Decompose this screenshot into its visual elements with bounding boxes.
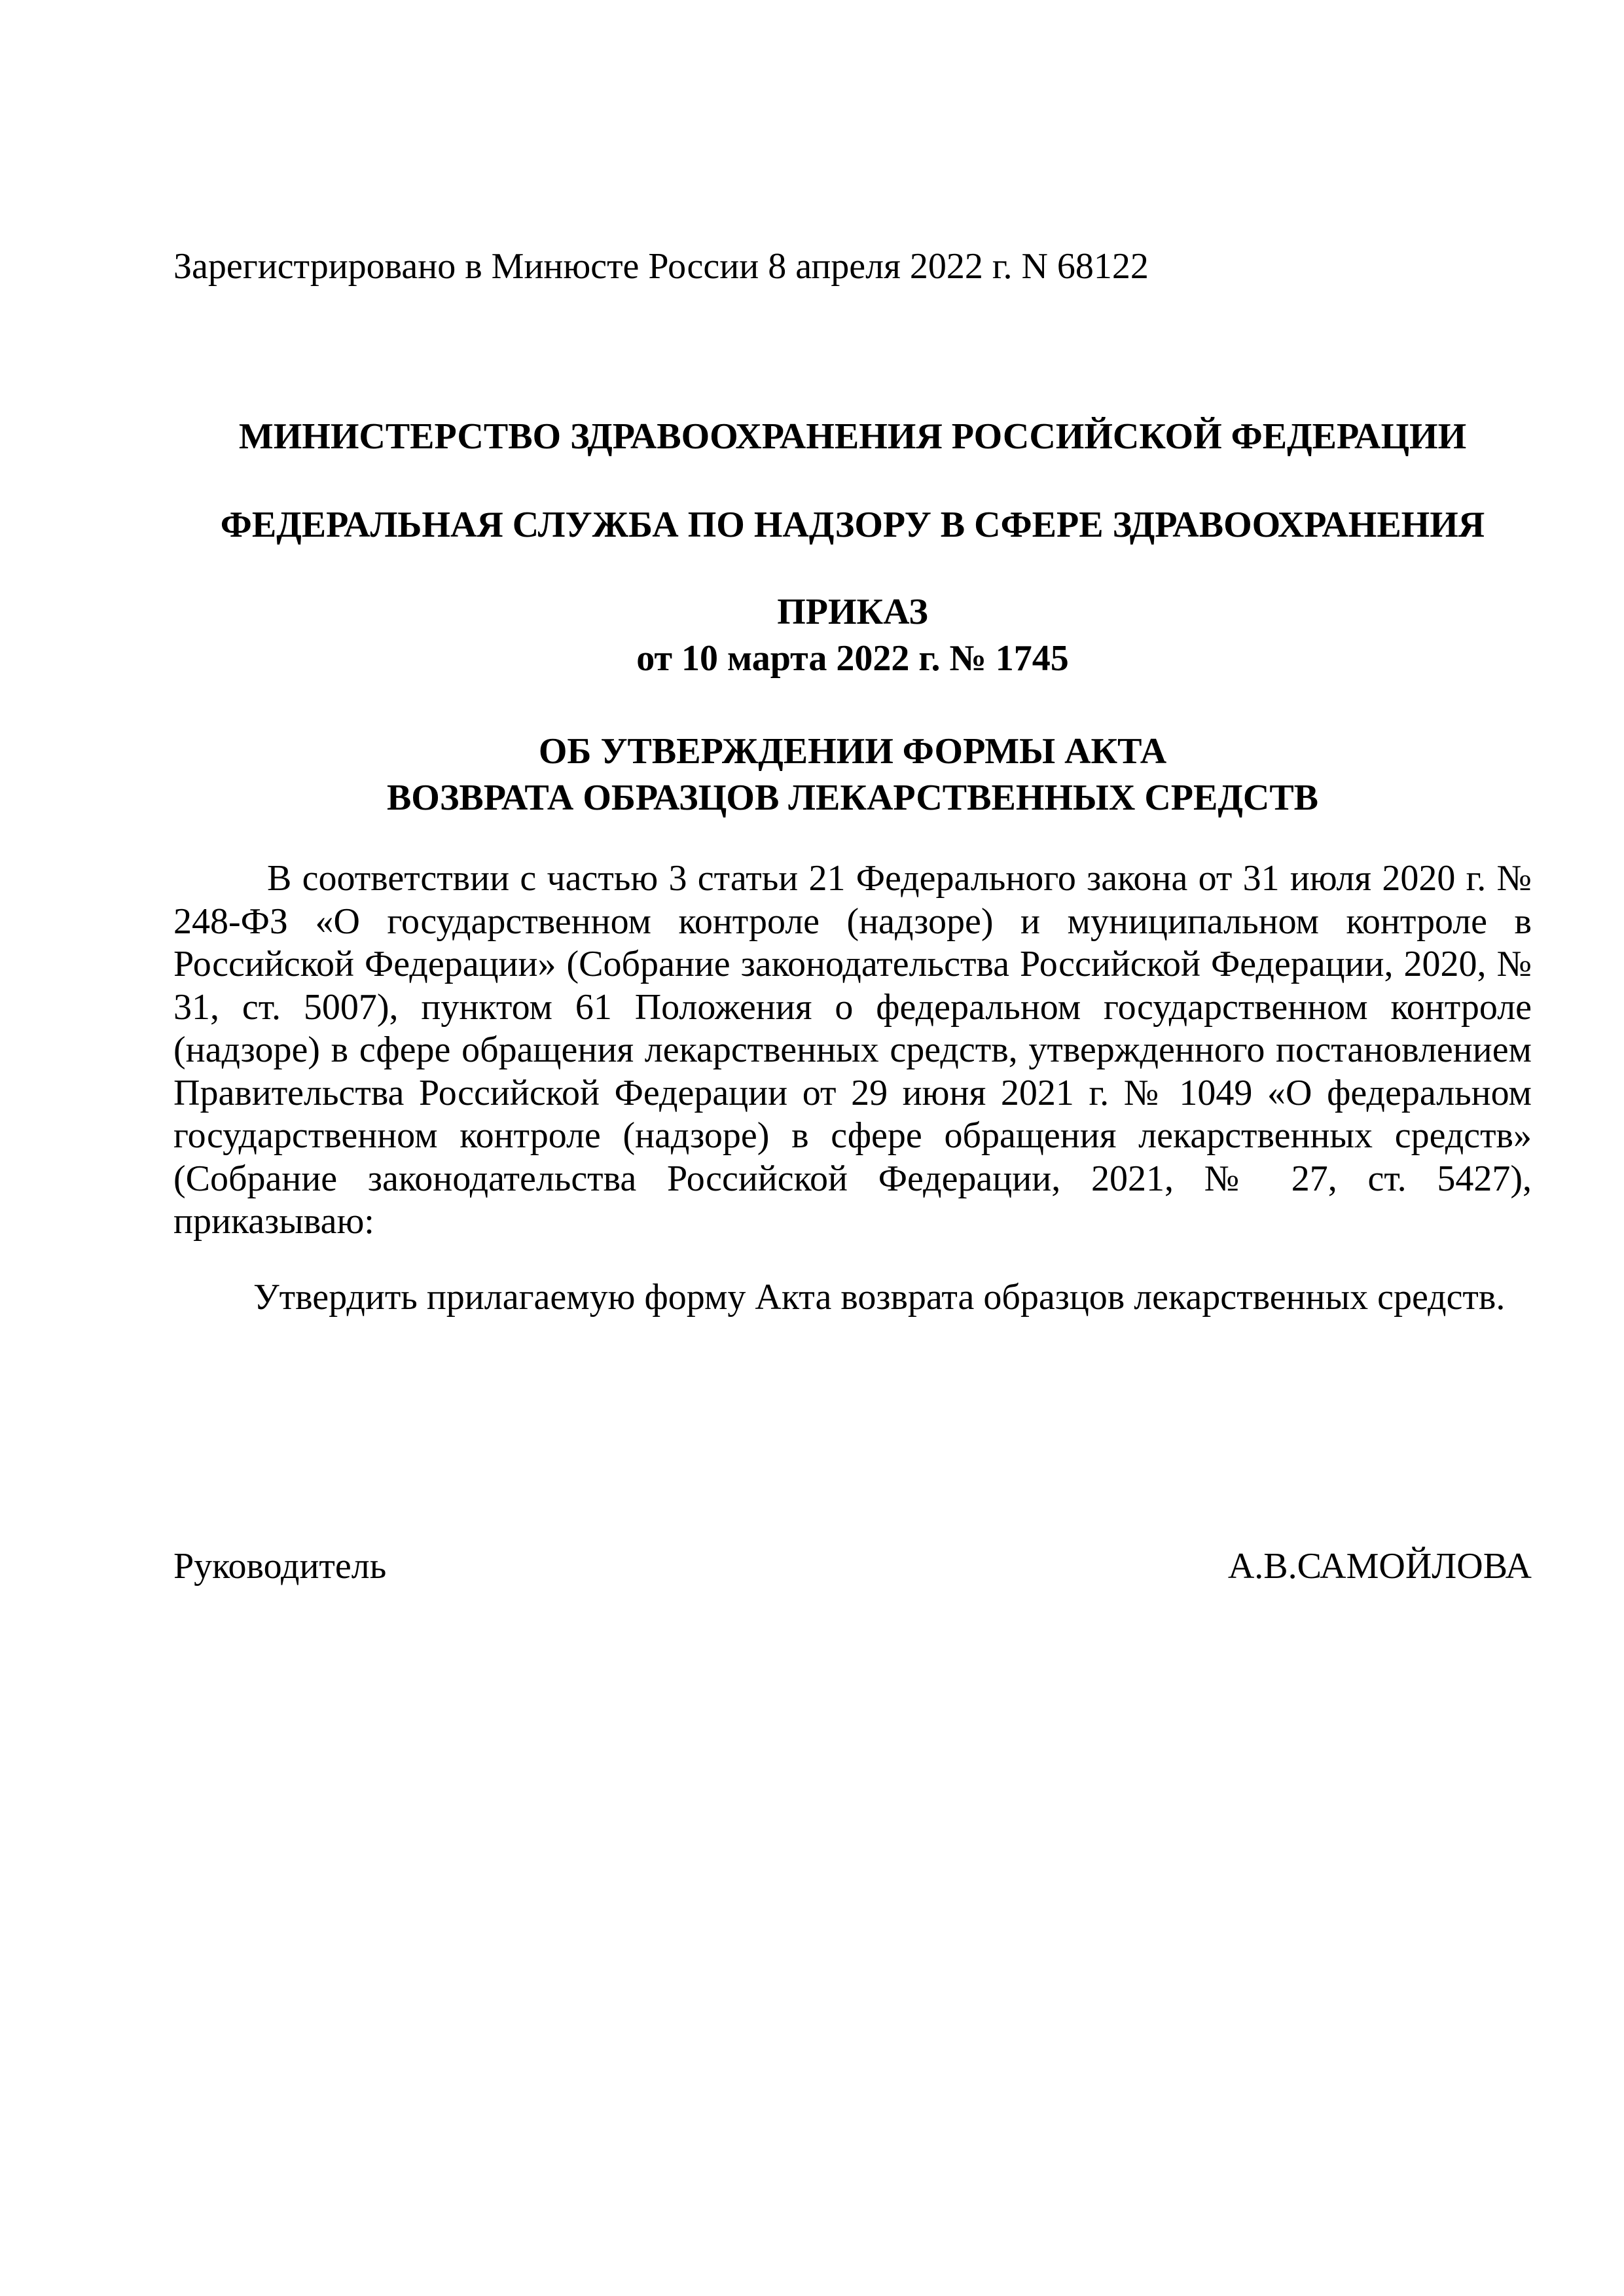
registration-note: Зарегистрировано в Минюсте России 8 апреля 2022 г. N 68122 xyxy=(173,246,1149,287)
preamble-paragraph: В соответствии с частью 3 статьи 21 Федерального закона от 31 июля 2020 г. № 248-ФЗ «О государственном контроле (надзоре) и муниципальном контроле в Российской Федерации» (Собрание законодательства Российской Федерации, 2020, № 31, ст. 5007), пунктом 61 Положения о федеральном государственном контроле (надзоре) в сфере обращения лекарственных средств, утвержденного постановлением Правительства Российской Федерации от 29 июня 2021 г. № 1049 «О федеральном государственном контроле (надзоре) в сфере обращения лекарственных средств» (Собрание законодательства Российской Федерации, 2021, № 27, ст. 5427), приказываю: xyxy=(173,858,1532,1242)
signature-name: А.В.САМОЙЛОВА xyxy=(1227,1546,1532,1587)
order-title-line1: ОБ УТВЕРЖДЕНИИ ФОРМЫ АКТА xyxy=(538,731,1167,772)
ministry-heading: МИНИСТЕРСТВО ЗДРАВООХРАНЕНИЯ РОССИЙСКОЙ ФЕДЕРАЦИИ xyxy=(238,416,1467,457)
order-title-line2: ВОЗВРАТА ОБРАЗЦОВ ЛЕКАРСТВЕННЫХ СРЕДСТВ xyxy=(386,778,1319,818)
resolution-paragraph: Утвердить прилагаемую форму Акта возврата образцов лекарственных средств. xyxy=(253,1277,1506,1318)
signature-role: Руководитель xyxy=(173,1546,387,1587)
order-date: от 10 марта 2022 г. № 1745 xyxy=(636,638,1069,679)
service-heading: ФЕДЕРАЛЬНАЯ СЛУЖБА ПО НАДЗОРУ В СФЕРЕ ЗДРАВООХРАНЕНИЯ xyxy=(220,505,1485,545)
order-label: ПРИКАЗ xyxy=(777,592,928,632)
